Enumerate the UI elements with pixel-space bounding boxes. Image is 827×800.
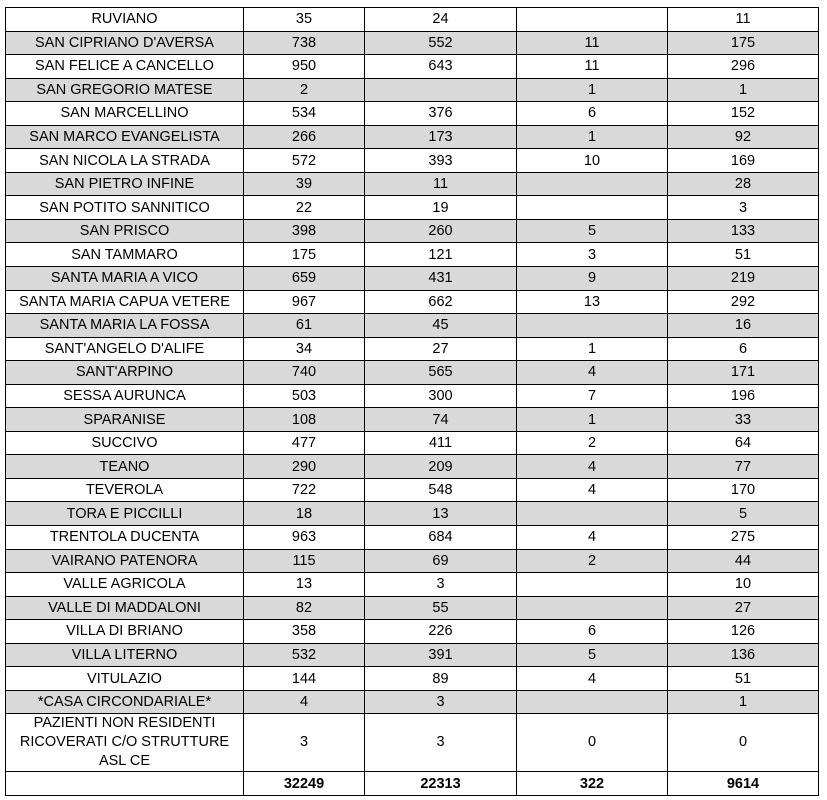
table-row (6, 502, 819, 526)
value-cell-4: 92 (668, 125, 819, 149)
value-cell-2: 3 (365, 714, 517, 772)
value-cell-3: 0 (517, 714, 668, 772)
table-row (6, 667, 819, 691)
value-cell-2: 3 (365, 690, 517, 714)
table-row (6, 643, 819, 667)
municipality-cell: TEVEROLA (6, 478, 244, 502)
municipality-cell: SANTA MARIA CAPUA VETERE (6, 290, 244, 314)
municipality-cell: SAN NICOLA LA STRADA (6, 149, 244, 173)
table-row (6, 31, 819, 55)
total-cell-3: 322 (517, 772, 668, 796)
table-row (6, 526, 819, 550)
value-cell-4: 196 (668, 384, 819, 408)
municipality-cell: SAN PIETRO INFINE (6, 172, 244, 196)
value-cell-4: 11 (668, 8, 819, 32)
value-cell-3 (517, 8, 668, 32)
value-cell-1: 144 (244, 667, 365, 691)
value-cell-1: 358 (244, 620, 365, 644)
value-cell-4: 170 (668, 478, 819, 502)
municipality-cell: VALLE AGRICOLA (6, 573, 244, 597)
table-row (6, 55, 819, 79)
municipality-cell: RUVIANO (6, 8, 244, 32)
value-cell-2: 300 (365, 384, 517, 408)
municipality-cell: *CASA CIRCONDARIALE* (6, 690, 244, 714)
table-row (6, 620, 819, 644)
value-cell-1: 266 (244, 125, 365, 149)
table-body (6, 8, 819, 796)
table-row (6, 196, 819, 220)
value-cell-3: 2 (517, 549, 668, 573)
value-cell-1: 740 (244, 361, 365, 385)
table-row (6, 549, 819, 573)
table-row (6, 478, 819, 502)
value-cell-4: 16 (668, 314, 819, 338)
value-cell-3 (517, 690, 668, 714)
value-cell-2: 173 (365, 125, 517, 149)
municipality-cell: VITULAZIO (6, 667, 244, 691)
municipality-cell: VILLA DI BRIANO (6, 620, 244, 644)
value-cell-3: 3 (517, 243, 668, 267)
value-cell-4: 152 (668, 102, 819, 126)
totals-row (6, 772, 819, 796)
value-cell-1: 4 (244, 690, 365, 714)
value-cell-2: 24 (365, 8, 517, 32)
table-row (6, 219, 819, 243)
total-cell-2: 22313 (365, 772, 517, 796)
municipality-cell: SANT'ARPINO (6, 361, 244, 385)
value-cell-1: 398 (244, 219, 365, 243)
value-cell-1: 61 (244, 314, 365, 338)
value-cell-2: 376 (365, 102, 517, 126)
table-row (6, 243, 819, 267)
table-row (6, 596, 819, 620)
value-cell-3: 5 (517, 219, 668, 243)
value-cell-2: 3 (365, 573, 517, 597)
value-cell-1: 738 (244, 31, 365, 55)
value-cell-1: 3 (244, 714, 365, 772)
municipality-cell: SAN MARCELLINO (6, 102, 244, 126)
value-cell-3: 1 (517, 337, 668, 361)
municipality-cell: VAIRANO PATENORA (6, 549, 244, 573)
table-row (6, 361, 819, 385)
value-cell-3: 2 (517, 431, 668, 455)
value-cell-1: 108 (244, 408, 365, 432)
value-cell-3: 11 (517, 55, 668, 79)
table-row (6, 408, 819, 432)
value-cell-2: 13 (365, 502, 517, 526)
value-cell-1: 477 (244, 431, 365, 455)
value-cell-3: 6 (517, 620, 668, 644)
value-cell-4: 6 (668, 337, 819, 361)
value-cell-3: 4 (517, 361, 668, 385)
value-cell-4: 219 (668, 267, 819, 291)
value-cell-2: 552 (365, 31, 517, 55)
value-cell-2: 260 (365, 219, 517, 243)
municipality-cell: SUCCIVO (6, 431, 244, 455)
value-cell-3: 5 (517, 643, 668, 667)
value-cell-1: 82 (244, 596, 365, 620)
value-cell-2: 548 (365, 478, 517, 502)
value-cell-4: 296 (668, 55, 819, 79)
value-cell-1: 175 (244, 243, 365, 267)
value-cell-3: 4 (517, 667, 668, 691)
value-cell-2: 27 (365, 337, 517, 361)
value-cell-4: 10 (668, 573, 819, 597)
value-cell-3: 11 (517, 31, 668, 55)
value-cell-1: 532 (244, 643, 365, 667)
value-cell-4: 292 (668, 290, 819, 314)
value-cell-3 (517, 502, 668, 526)
value-cell-1: 722 (244, 478, 365, 502)
total-cell-4: 9614 (668, 772, 819, 796)
value-cell-4: 28 (668, 172, 819, 196)
value-cell-4: 3 (668, 196, 819, 220)
table-row (6, 431, 819, 455)
total-cell-1: 32249 (244, 772, 365, 796)
value-cell-4: 0 (668, 714, 819, 772)
value-cell-1: 18 (244, 502, 365, 526)
value-cell-2: 74 (365, 408, 517, 432)
value-cell-4: 27 (668, 596, 819, 620)
value-cell-3: 9 (517, 267, 668, 291)
totals-label-cell (6, 772, 244, 796)
value-cell-1: 534 (244, 102, 365, 126)
value-cell-3: 7 (517, 384, 668, 408)
value-cell-4: 126 (668, 620, 819, 644)
value-cell-4: 64 (668, 431, 819, 455)
table-row (6, 573, 819, 597)
value-cell-2: 684 (365, 526, 517, 550)
table-row (6, 102, 819, 126)
value-cell-2: 565 (365, 361, 517, 385)
value-cell-4: 33 (668, 408, 819, 432)
municipality-cell: SANTA MARIA LA FOSSA (6, 314, 244, 338)
value-cell-1: 34 (244, 337, 365, 361)
value-cell-1: 39 (244, 172, 365, 196)
value-cell-3: 1 (517, 408, 668, 432)
value-cell-4: 171 (668, 361, 819, 385)
value-cell-4: 44 (668, 549, 819, 573)
value-cell-2: 431 (365, 267, 517, 291)
municipality-cell: VILLA LITERNO (6, 643, 244, 667)
value-cell-1: 22 (244, 196, 365, 220)
value-cell-3: 10 (517, 149, 668, 173)
value-cell-4: 136 (668, 643, 819, 667)
value-cell-2: 643 (365, 55, 517, 79)
table-row (6, 172, 819, 196)
table-row (6, 455, 819, 479)
table-row (6, 149, 819, 173)
value-cell-4: 1 (668, 690, 819, 714)
value-cell-4: 169 (668, 149, 819, 173)
value-cell-1: 572 (244, 149, 365, 173)
value-cell-3 (517, 314, 668, 338)
value-cell-4: 5 (668, 502, 819, 526)
value-cell-3: 4 (517, 526, 668, 550)
value-cell-1: 963 (244, 526, 365, 550)
value-cell-1: 950 (244, 55, 365, 79)
value-cell-2: 411 (365, 431, 517, 455)
value-cell-2: 662 (365, 290, 517, 314)
municipality-cell: SAN POTITO SANNITICO (6, 196, 244, 220)
municipality-cell: SANT'ANGELO D'ALIFE (6, 337, 244, 361)
value-cell-3: 4 (517, 478, 668, 502)
value-cell-3 (517, 596, 668, 620)
table-row (6, 714, 819, 772)
table-row (6, 125, 819, 149)
value-cell-4: 51 (668, 667, 819, 691)
value-cell-4: 77 (668, 455, 819, 479)
data-table (5, 7, 819, 796)
table-row (6, 337, 819, 361)
table-row (6, 384, 819, 408)
value-cell-1: 659 (244, 267, 365, 291)
value-cell-2 (365, 78, 517, 102)
value-cell-1: 115 (244, 549, 365, 573)
value-cell-1: 290 (244, 455, 365, 479)
municipality-cell: TEANO (6, 455, 244, 479)
municipality-cell: SAN MARCO EVANGELISTA (6, 125, 244, 149)
table-row (6, 78, 819, 102)
value-cell-3: 13 (517, 290, 668, 314)
municipality-cell: SAN TAMMARO (6, 243, 244, 267)
municipality-cell: SAN FELICE A CANCELLO (6, 55, 244, 79)
municipality-cell: SPARANISE (6, 408, 244, 432)
value-cell-2: 11 (365, 172, 517, 196)
value-cell-2: 121 (365, 243, 517, 267)
value-cell-2: 19 (365, 196, 517, 220)
municipality-cell: SANTA MARIA A VICO (6, 267, 244, 291)
value-cell-3 (517, 196, 668, 220)
municipality-cell: TORA E PICCILLI (6, 502, 244, 526)
value-cell-2: 89 (365, 667, 517, 691)
value-cell-2: 69 (365, 549, 517, 573)
municipality-cell: SAN GREGORIO MATESE (6, 78, 244, 102)
value-cell-3 (517, 573, 668, 597)
municipality-cell: VALLE DI MADDALONI (6, 596, 244, 620)
value-cell-1: 967 (244, 290, 365, 314)
table-row (6, 267, 819, 291)
value-cell-1: 35 (244, 8, 365, 32)
value-cell-4: 275 (668, 526, 819, 550)
table-row (6, 314, 819, 338)
value-cell-4: 1 (668, 78, 819, 102)
table-row (6, 8, 819, 32)
value-cell-1: 13 (244, 573, 365, 597)
table-row (6, 290, 819, 314)
value-cell-4: 51 (668, 243, 819, 267)
value-cell-1: 503 (244, 384, 365, 408)
municipality-cell: TRENTOLA DUCENTA (6, 526, 244, 550)
value-cell-2: 209 (365, 455, 517, 479)
value-cell-2: 393 (365, 149, 517, 173)
municipality-cell: SAN CIPRIANO D'AVERSA (6, 31, 244, 55)
table-row (6, 690, 819, 714)
municipality-cell: SESSA AURUNCA (6, 384, 244, 408)
municipality-cell: SAN PRISCO (6, 219, 244, 243)
value-cell-3: 4 (517, 455, 668, 479)
value-cell-1: 2 (244, 78, 365, 102)
value-cell-2: 391 (365, 643, 517, 667)
value-cell-3: 6 (517, 102, 668, 126)
value-cell-4: 133 (668, 219, 819, 243)
value-cell-4: 175 (668, 31, 819, 55)
value-cell-3: 1 (517, 78, 668, 102)
municipality-cell: PAZIENTI NON RESIDENTI RICOVERATI C/O STRUTTURE ASL CE (6, 714, 244, 772)
value-cell-2: 45 (365, 314, 517, 338)
value-cell-2: 226 (365, 620, 517, 644)
value-cell-2: 55 (365, 596, 517, 620)
value-cell-3 (517, 172, 668, 196)
value-cell-3: 1 (517, 125, 668, 149)
